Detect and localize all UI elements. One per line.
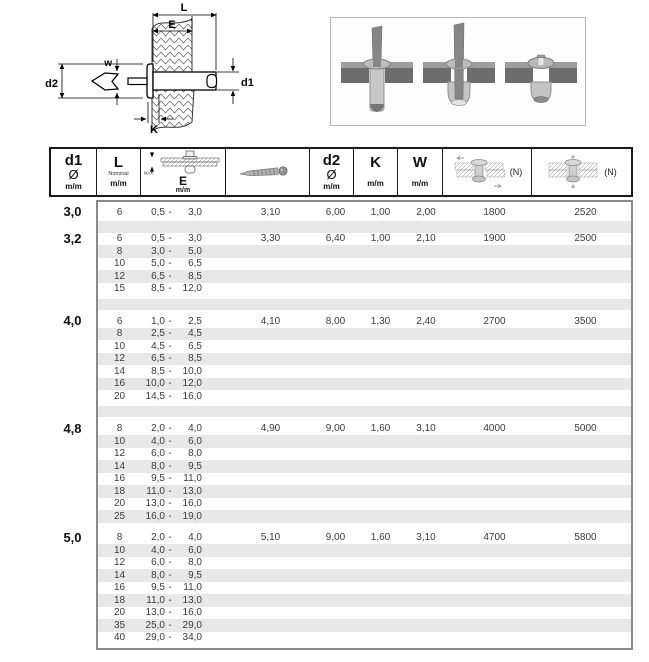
grip-max: 4,5	[188, 328, 202, 340]
grip-min: 4,5	[151, 340, 165, 352]
table-row	[98, 435, 631, 448]
table-row	[98, 258, 631, 271]
header-col-k	[354, 149, 398, 195]
cell-shear-strength: 2700	[483, 315, 506, 327]
grip-min: 8,5	[151, 283, 165, 295]
cell-length: 12	[113, 557, 126, 569]
d1-symbol: d1	[64, 151, 83, 169]
table-row	[98, 283, 631, 296]
grip-symbol: E	[178, 174, 187, 188]
shear-strength-icon	[452, 155, 506, 189]
grip-min: 6,0	[151, 557, 165, 569]
cell-length: 20	[113, 390, 126, 402]
grip-min: 8,5	[151, 365, 165, 377]
w-unit: m/m	[411, 179, 429, 188]
grip-min: 8,0	[151, 569, 165, 581]
cell-w: 3,10	[416, 532, 436, 544]
grip-max: 8,0	[188, 448, 202, 460]
grip-max: 4,0	[188, 423, 202, 435]
grip-min: 10,0	[145, 378, 165, 390]
d1-size-label: 3,2	[63, 231, 82, 246]
d1-size-label: 4,8	[63, 421, 82, 436]
cell-length: 16	[113, 378, 126, 390]
d1-size-label: 3,0	[63, 204, 82, 219]
table-section	[98, 532, 631, 645]
table-row	[98, 485, 631, 498]
grip-max: 11,0	[183, 582, 202, 594]
cell-mandrel-dia: 3,10	[260, 206, 281, 218]
grip-separator: -	[168, 390, 172, 402]
cell-w: 2,00	[416, 206, 436, 218]
cell-grip-range	[141, 607, 228, 618]
section-gap	[98, 221, 631, 233]
table-row	[98, 557, 631, 570]
cell-length: 35	[113, 619, 126, 631]
cell-grip-range	[141, 271, 228, 282]
cell-length: 12	[113, 353, 126, 365]
grip-separator: -	[168, 607, 172, 619]
cell-k: 1,60	[370, 423, 391, 435]
cell-tensile-strength: 5800	[574, 532, 597, 544]
cell-k: 1,60	[370, 532, 391, 544]
table-row	[98, 510, 631, 523]
label-d2: d2	[45, 78, 58, 90]
header-col-grip-range	[141, 149, 226, 195]
header-col-d1	[51, 149, 97, 195]
cell-grip-range	[141, 246, 228, 257]
cell-d2: 6,40	[325, 233, 346, 245]
cell-grip-range	[141, 366, 228, 377]
grip-separator: -	[168, 510, 172, 522]
grip-max: 19,0	[182, 510, 202, 522]
diameter-symbol: Ø	[326, 166, 337, 182]
cell-length: 12	[113, 448, 126, 460]
cell-length: 10	[113, 258, 126, 270]
d1-label-column	[49, 200, 96, 650]
table-row	[98, 390, 631, 403]
cell-grip-range	[141, 582, 228, 593]
section-gap	[98, 523, 631, 532]
grip-max: 12,0	[182, 378, 202, 390]
grip-min: 11,0	[146, 594, 165, 606]
grip-separator: -	[168, 435, 172, 447]
grip-min: 4,0	[151, 544, 165, 556]
grip-max: 16,0	[182, 498, 202, 510]
grip-separator: -	[168, 270, 172, 282]
max-label: MAX.	[144, 170, 155, 175]
cell-w: 2,40	[416, 315, 436, 327]
cell-length: 14	[113, 460, 126, 472]
grip-max: 6,5	[188, 340, 202, 352]
cell-tensile-strength: 5000	[574, 423, 597, 435]
table-row	[98, 206, 631, 219]
w-symbol: W	[412, 154, 428, 171]
grip-min: 9,5	[151, 582, 165, 594]
cell-shear-strength: 4700	[483, 532, 506, 544]
cell-grip-range	[141, 423, 228, 434]
cell-tensile-strength: 2520	[574, 206, 597, 218]
grip-separator: -	[168, 569, 172, 581]
header-col-w	[398, 149, 443, 195]
cell-grip-range	[141, 328, 228, 339]
cell-grip-range	[141, 316, 228, 327]
cell-length: 10	[113, 435, 126, 447]
grip-min: 1,0	[151, 315, 165, 327]
installation-stages-box	[330, 17, 586, 126]
cell-tensile-strength: 3500	[574, 315, 597, 327]
cell-length: 15	[113, 283, 126, 295]
cell-length: 8	[116, 245, 123, 257]
table-row	[98, 233, 631, 246]
cell-grip-range	[141, 570, 228, 581]
grip-max: 6,0	[188, 544, 202, 556]
installation-stages-illustration	[331, 18, 585, 125]
cell-grip-range	[141, 498, 228, 509]
cell-length: 20	[113, 498, 126, 510]
grip-max: 6,5	[188, 258, 202, 270]
grip-min: 2,0	[151, 532, 165, 544]
cell-length: 10	[113, 544, 126, 556]
k-symbol: K	[370, 154, 381, 171]
grip-max: 5,0	[188, 245, 202, 257]
cell-length: 20	[113, 607, 126, 619]
d1-size-label: 4,0	[63, 313, 82, 328]
cell-d2: 6,00	[325, 206, 346, 218]
grip-separator: -	[168, 340, 172, 352]
cell-grip-range	[141, 620, 228, 631]
k-unit: m/m	[367, 179, 384, 188]
cell-length: 16	[113, 473, 126, 485]
cell-grip-range	[141, 511, 228, 522]
cell-grip-range	[141, 391, 228, 402]
table-section	[98, 423, 631, 523]
grip-max: 6,0	[188, 435, 202, 447]
table-header	[49, 147, 633, 197]
grip-range-icon	[143, 150, 223, 175]
label-d1: d1	[241, 77, 254, 89]
table-row	[98, 473, 631, 486]
table-row	[98, 619, 631, 632]
table-section	[98, 233, 631, 296]
cell-grip-range	[141, 258, 228, 269]
grip-max: 9,5	[188, 460, 202, 472]
table-row	[98, 544, 631, 557]
d2-unit: m/m	[323, 181, 340, 191]
cell-mandrel-dia: 4,90	[260, 423, 281, 435]
grip-min: 16,0	[145, 510, 165, 522]
tensile-strength-icon	[546, 155, 600, 189]
grip-min: 8,0	[151, 460, 165, 472]
grip-max: 11,0	[183, 473, 202, 485]
grip-max: 34,0	[182, 632, 202, 644]
cell-grip-range	[141, 532, 228, 543]
cell-grip-range	[141, 486, 228, 497]
cell-length: 6	[116, 233, 123, 245]
cell-grip-range	[141, 595, 228, 606]
cell-grip-range	[141, 632, 228, 643]
cell-shear-strength: 1800	[483, 206, 506, 218]
grip-separator: -	[168, 283, 172, 295]
cell-d2: 9,00	[325, 532, 346, 544]
grip-separator: -	[168, 353, 172, 365]
grip-separator: -	[168, 498, 172, 510]
grip-separator: -	[168, 619, 172, 631]
grip-separator: -	[168, 557, 172, 569]
grip-separator: -	[168, 448, 172, 460]
cell-mandrel-dia: 4,10	[260, 315, 281, 327]
cell-grip-range	[141, 283, 228, 294]
header-col-shear	[443, 149, 532, 195]
diameter-symbol: Ø	[68, 166, 79, 182]
table-row	[98, 315, 631, 328]
length-unit: m/m	[110, 179, 127, 188]
grip-min: 3,0	[151, 245, 165, 257]
d2-symbol: d2	[322, 151, 341, 169]
cell-mandrel-dia: 3,30	[260, 233, 281, 245]
grip-separator: -	[168, 423, 172, 435]
grip-max: 3,0	[188, 206, 202, 218]
cell-grip-range	[141, 207, 228, 218]
grip-unit: m/m	[175, 187, 191, 194]
grip-max: 8,5	[188, 353, 202, 365]
header-col-tensile	[532, 149, 631, 195]
table-row	[98, 460, 631, 473]
cell-k: 1,30	[370, 315, 391, 327]
table-row	[98, 340, 631, 353]
header-col-d2	[310, 149, 354, 195]
cell-shear-strength: 4000	[483, 423, 506, 435]
tensile-unit: (N)	[604, 167, 617, 177]
cell-k: 1,00	[370, 206, 391, 218]
label-K: K	[150, 124, 158, 136]
grip-min: 0,5	[151, 233, 165, 245]
table-row	[98, 532, 631, 545]
grip-separator: -	[168, 258, 172, 270]
table-row	[98, 365, 631, 378]
grip-min: 2,5	[151, 328, 165, 340]
cell-d2: 8,00	[325, 315, 346, 327]
table-row	[98, 569, 631, 582]
grip-max: 8,5	[188, 270, 202, 282]
table-row	[98, 423, 631, 436]
grip-max: 4,0	[188, 532, 202, 544]
grip-max: 2,5	[188, 315, 202, 327]
grip-min: 6,5	[151, 353, 165, 365]
grip-separator: -	[168, 365, 172, 377]
label-E: E	[168, 19, 176, 31]
shear-unit: (N)	[509, 167, 523, 177]
grip-min: 13,0	[145, 498, 165, 510]
grip-max: 10,0	[182, 365, 202, 377]
table-row	[98, 594, 631, 607]
grip-min: 4,0	[151, 435, 165, 447]
cell-k: 1,00	[370, 233, 391, 245]
grip-separator: -	[168, 328, 172, 340]
grip-min: 6,0	[151, 448, 165, 460]
section-gap	[98, 406, 631, 417]
grip-separator: -	[168, 544, 172, 556]
table-row	[98, 498, 631, 511]
grip-separator: -	[168, 233, 172, 245]
label-w: w	[104, 58, 112, 69]
cell-length: 16	[113, 582, 126, 594]
grip-max: 9,5	[188, 569, 202, 581]
cell-grip-range	[141, 448, 228, 459]
cell-grip-range	[141, 545, 228, 556]
table-row	[98, 582, 631, 595]
rivet-cross-section-drawing	[8, 2, 260, 144]
grip-min: 14,5	[145, 390, 165, 402]
stage-inserted	[341, 26, 413, 112]
grip-min: 11,0	[146, 485, 165, 497]
grip-min: 5,0	[151, 258, 165, 270]
d1-unit: m/m	[65, 181, 82, 191]
grip-max: 29,0	[182, 619, 202, 631]
grip-separator: -	[168, 632, 172, 644]
grip-separator: -	[168, 594, 172, 606]
cell-grip-range	[141, 341, 228, 352]
table-row	[98, 448, 631, 461]
label-L: L	[180, 2, 188, 14]
header-col-mandrel	[226, 149, 310, 195]
grip-max: 8,0	[188, 557, 202, 569]
stage-set	[505, 55, 577, 103]
cell-grip-range	[141, 436, 228, 447]
table-row	[98, 632, 631, 645]
cell-length: 6	[116, 315, 123, 327]
length-symbol: L	[113, 154, 124, 171]
table-row	[98, 607, 631, 620]
cell-length: 14	[113, 569, 126, 581]
length-note: Nominal	[108, 171, 129, 177]
grip-separator: -	[168, 473, 172, 485]
grip-max: 13,0	[182, 594, 202, 606]
cell-w: 3,10	[416, 423, 436, 435]
cell-length: 6	[116, 206, 123, 218]
table-body-box	[96, 200, 633, 650]
table-row	[98, 378, 631, 391]
cell-grip-range	[141, 378, 228, 389]
cell-length: 14	[113, 365, 126, 377]
table-row	[98, 270, 631, 283]
grip-separator: -	[168, 378, 172, 390]
cell-shear-strength: 1900	[483, 233, 506, 245]
grip-separator: -	[168, 582, 172, 594]
cell-length: 10	[113, 340, 126, 352]
grip-min: 25,0	[145, 619, 165, 631]
cell-grip-range	[141, 557, 228, 568]
cell-length: 18	[113, 594, 126, 606]
cell-length: 8	[116, 423, 123, 435]
grip-min: 9,5	[151, 473, 165, 485]
cell-grip-range	[141, 473, 228, 484]
cell-grip-range	[141, 461, 228, 472]
table-row	[98, 353, 631, 366]
cell-mandrel-dia: 5,10	[260, 532, 281, 544]
cell-length: 40	[113, 632, 126, 644]
grip-separator: -	[168, 245, 172, 257]
header-col-length	[97, 149, 141, 195]
cell-grip-range	[141, 233, 228, 244]
table-row	[98, 245, 631, 258]
grip-max: 16,0	[182, 607, 202, 619]
table-row	[98, 328, 631, 341]
cell-d2: 9,00	[325, 423, 346, 435]
cell-tensile-strength: 2500	[574, 233, 597, 245]
cell-length: 18	[113, 485, 126, 497]
grip-min: 6,5	[151, 270, 165, 282]
grip-min: 13,0	[145, 607, 165, 619]
grip-max: 3,0	[188, 233, 202, 245]
grip-separator: -	[168, 532, 172, 544]
grip-min: 29,0	[145, 632, 165, 644]
d1-size-label: 5,0	[63, 530, 82, 545]
table-section	[98, 206, 631, 219]
grip-separator: -	[168, 206, 172, 218]
cell-length: 8	[116, 328, 123, 340]
table-section	[98, 315, 631, 403]
mandrel-icon	[236, 164, 300, 180]
grip-min: 2,0	[151, 423, 165, 435]
grip-max: 12,0	[182, 283, 202, 295]
grip-separator: -	[168, 485, 172, 497]
grip-min: 0,5	[151, 206, 165, 218]
cell-length: 12	[113, 270, 126, 282]
cell-length: 8	[116, 532, 123, 544]
section-gap	[98, 299, 631, 310]
grip-max: 13,0	[182, 485, 202, 497]
cell-length: 25	[113, 510, 126, 522]
stage-pulling	[423, 23, 495, 106]
grip-separator: -	[168, 460, 172, 472]
grip-max: 16,0	[182, 390, 202, 402]
cell-grip-range	[141, 353, 228, 364]
cell-w: 2,10	[416, 233, 436, 245]
grip-separator: -	[168, 315, 172, 327]
